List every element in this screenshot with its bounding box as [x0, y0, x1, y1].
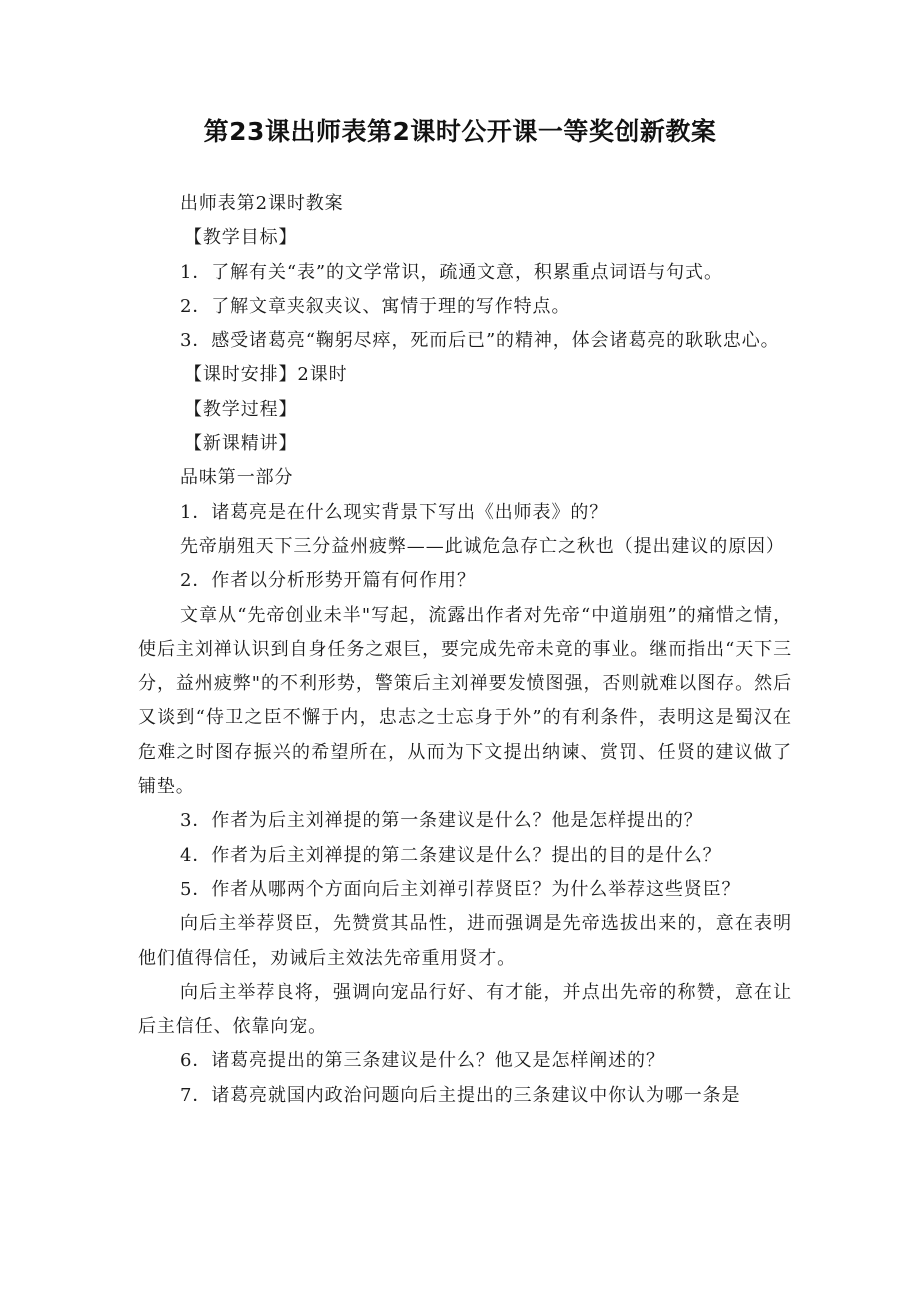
section-heading-process: 【教学过程】 — [184, 398, 298, 420]
question-item: 5．作者从哪两个方面向后主刘禅引荐贤臣？为什么举荐这些贤臣？ — [180, 878, 741, 900]
section-heading-new-lesson: 【新课精讲】 — [184, 433, 298, 455]
objective-item: 3．感受诸葛亮“鞠躬尽瘁，死而后已”的精神，体会诸葛亮的耿耿忠心。 — [180, 330, 780, 352]
question-item: 1．诸葛亮是在什么现实背景下写出《出师表》的？ — [180, 501, 609, 523]
question-item: 3．作者为后主刘禅提的第一条建议是什么？他是怎样提出的？ — [180, 810, 703, 832]
document-body — [138, 187, 792, 1113]
answer-paragraph: 文章从“先帝创业未半"写起，流露出作者对先帝“中道崩殂”的痛惜之情，使后主刘禅认识到自身任务之艰巨，要完成先帝未竟的事业。继而指出“天下三分，益州疲弊"的不利形势，警策后主刘禅要发愤图强，否则就难以图存。然后又谈到“侍卫之臣不懈于内，忠志之士忘身于外”的有利条件，表明这是蜀汉在危难之时图存振兴的希望所在，从而为下文提出纳谏、赏罚、任贤的建议做了铺垫。 — [138, 604, 792, 798]
answer-paragraph: 向后主举荐良将，强调向宠品行好、有才能，并点出先帝的称赞，意在让后主信任、依靠向宠。 — [138, 981, 792, 1038]
question-item: 4．作者为后主刘禅提的第二条建议是什么？提出的目的是什么？ — [180, 844, 722, 866]
objective-item: 1．了解有关“表”的文学常识，疏通文意，积累重点词语与句式。 — [180, 261, 723, 283]
question-item: 7．诸葛亮就国内政治问题向后主提出的三条建议中你认为哪一条是 — [180, 1084, 741, 1106]
part-heading: 品味第一部分 — [180, 467, 294, 489]
section-heading-schedule: 【课时安排】2课时 — [184, 364, 348, 386]
answer-paragraph: 向后主举荐贤臣，先赞赏其品性，进而强调是先帝选拔出来的，意在表明他们值得信任，劝诫后主效法先帝重用贤才。 — [138, 913, 792, 969]
objective-item: 2．了解文章夹叙夹议、寓情于理的写作特点。 — [180, 295, 571, 317]
question-item: 2．作者以分析形势开篇有何作用？ — [180, 570, 476, 592]
question-item: 6．诸葛亮提出的第三条建议是什么？他又是怎样阐述的？ — [180, 1050, 665, 1072]
document-title: 第23课出师表第2课时公开课一等奖创新教案 — [203, 117, 717, 146]
lesson-subtitle: 出师表第2课时教案 — [180, 193, 344, 214]
section-heading-objectives: 【教学目标】 — [184, 227, 298, 249]
answer-paragraph: 先帝崩殂天下三分益州疲弊——此诚危急存亡之秋也（提出建议的原因） — [180, 535, 785, 557]
